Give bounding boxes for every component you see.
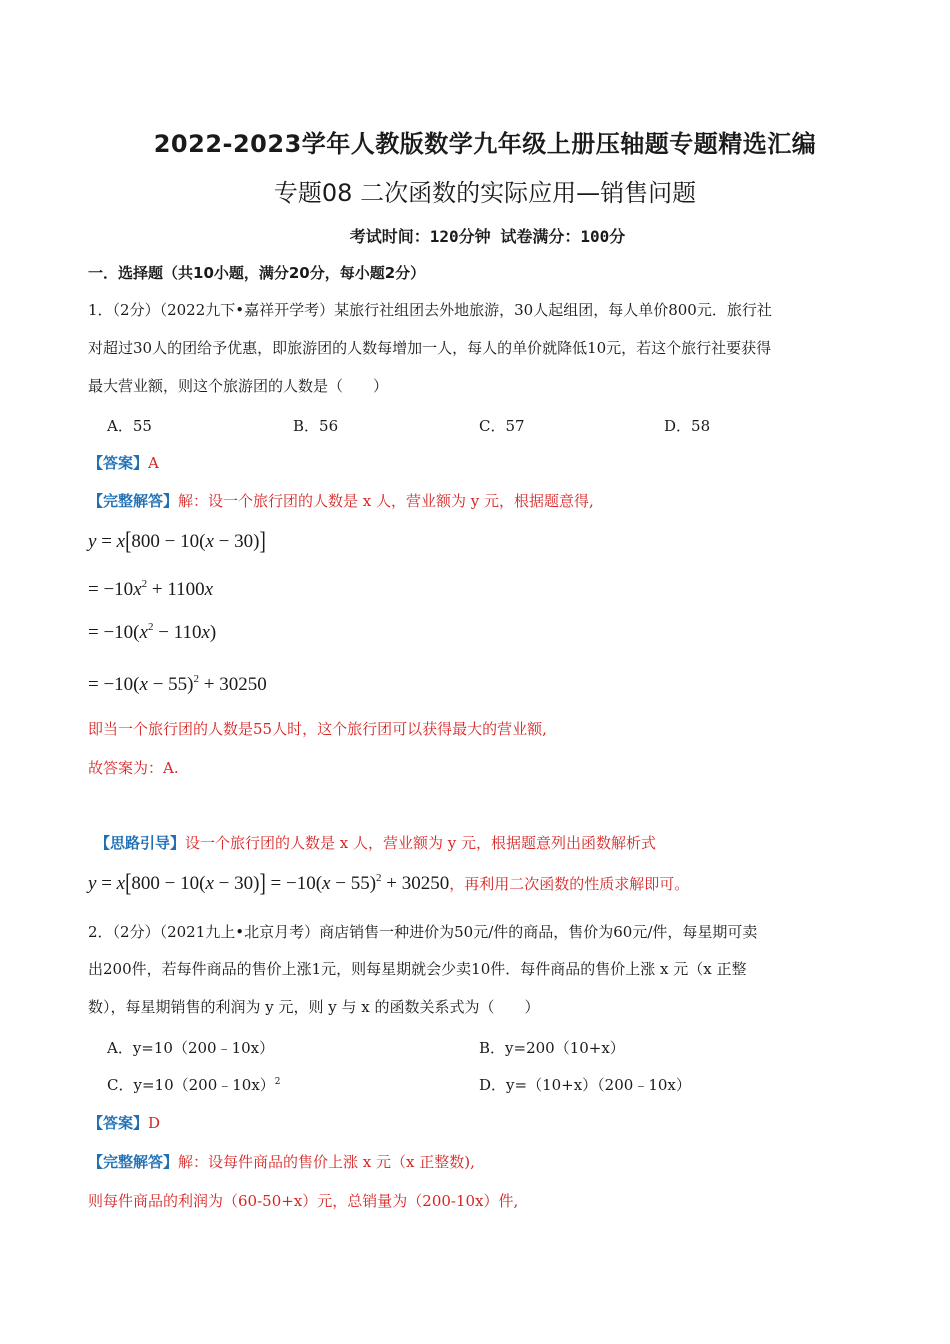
q1-final-answer: 故答案为：A. (88, 759, 179, 777)
q1-solution-label: 【完整解答】 (88, 492, 179, 510)
q2-answer-label: 【答案】 (88, 1114, 149, 1132)
q1-option-c: C．57 (479, 417, 525, 435)
q1-stem-line1: 1．（2分）（2022九下•嘉祥开学考）某旅行社组团去外地旅游，30人起组团，每人单价800元．旅行社 (88, 301, 772, 319)
exam-info: 考试时间：120分钟 试卷满分：100分 (349, 227, 626, 246)
q1-stem-line2: 对超过30人的团给予优惠，即旅游团的人数每增加一人，每人的单价就降低10元，若这个旅行社要获得 (88, 339, 772, 357)
q1-formula-line1: y = x[800 − 10(x − 30)] (88, 527, 266, 556)
q2-answer-value: D (148, 1114, 161, 1132)
q1-option-d: D．58 (664, 417, 711, 435)
q2-stem-line2: 出200件，若每件商品的售价上涨1元，则每星期就会少卖10件．每件商品的售价上涨 x 元（x 正整 (88, 960, 747, 978)
q1-hint-formula: $y = x[800 - 10(x - 30)] = -10(x - 55)^2 + 30250$ (88, 869, 450, 898)
q2-option-d: D．y=（10+x）（200﹣10x） (479, 1076, 691, 1094)
q1-formula-line2: = $-10x^2 + 1100x$ (88, 578, 214, 600)
q1-solution (88, 491, 594, 511)
q2-stem-line1: 2．（2分）（2021九上•北京月考）商店销售一种进价为50元/件的商品，售价为60元/件，每星期可卖 (88, 923, 758, 941)
q2-answer (88, 1113, 160, 1133)
q2-solution-label: 【完整解答】 (88, 1153, 179, 1171)
q1-conclusion: 即当一个旅行团的人数是55人时，这个旅行团可以获得最大的营业额, (88, 720, 547, 738)
document-title: 2022-2023学年人教版数学九年级上册压轴题专题精选汇编 (153, 130, 817, 158)
q1-formula-line4: = $-10(x - 55)^2 + 30250$ (88, 673, 267, 695)
section-heading: 一．选择题（共10小题，满分20分，每小题2分） (88, 264, 426, 282)
q1-solution-intro: 解：设一个旅行团的人数是 x 人，营业额为 y 元，根据题意得, (178, 492, 594, 510)
q2-option-a: A．y=10（200﹣10x） (107, 1039, 275, 1057)
q1-stem-line3: 最大营业额，则这个旅游团的人数是（ ） (88, 377, 389, 395)
q1-option-a: A．55 (107, 417, 152, 435)
q2-option-b: B．y=200（10+x） (479, 1039, 625, 1057)
q2-solution-line2: 则每件商品的利润为（60-50+x）元，总销量为（200-10x）件, (88, 1192, 519, 1210)
q2-option-c-text: C．y=10（200﹣10x） (107, 1076, 275, 1094)
q1-hint (95, 833, 656, 853)
q1-hint-formula-line (88, 869, 690, 898)
q2-solution-line1: 解：设每件商品的售价上涨 x 元（x 正整数), (178, 1153, 475, 1171)
q1-answer-label: 【答案】 (88, 454, 149, 472)
q2-stem-line3: 数），每星期销售的利润为 y 元，则 y 与 x 的函数关系式为（ ） (88, 998, 540, 1016)
q1-hint-tail: ，再利用二次函数的性质求解即可。 (449, 875, 690, 893)
q2-option-c-exponent: 2 (274, 1077, 281, 1087)
q1-hint-text: 设一个旅行团的人数是 x 人，营业额为 y 元，根据题意列出函数解析式 (185, 834, 657, 852)
document-subtitle: 专题08 二次函数的实际应用—销售问题 (273, 179, 697, 207)
q2-option-c (107, 1074, 281, 1095)
q1-answer (88, 453, 159, 473)
q1-hint-label: 【思路引导】 (95, 834, 186, 852)
q1-formula-line3: = $-10(x^2 - 110x)$ (88, 621, 217, 643)
q2-solution (88, 1152, 475, 1172)
q1-option-b: B．56 (293, 417, 339, 435)
q1-answer-value: A (148, 454, 159, 472)
